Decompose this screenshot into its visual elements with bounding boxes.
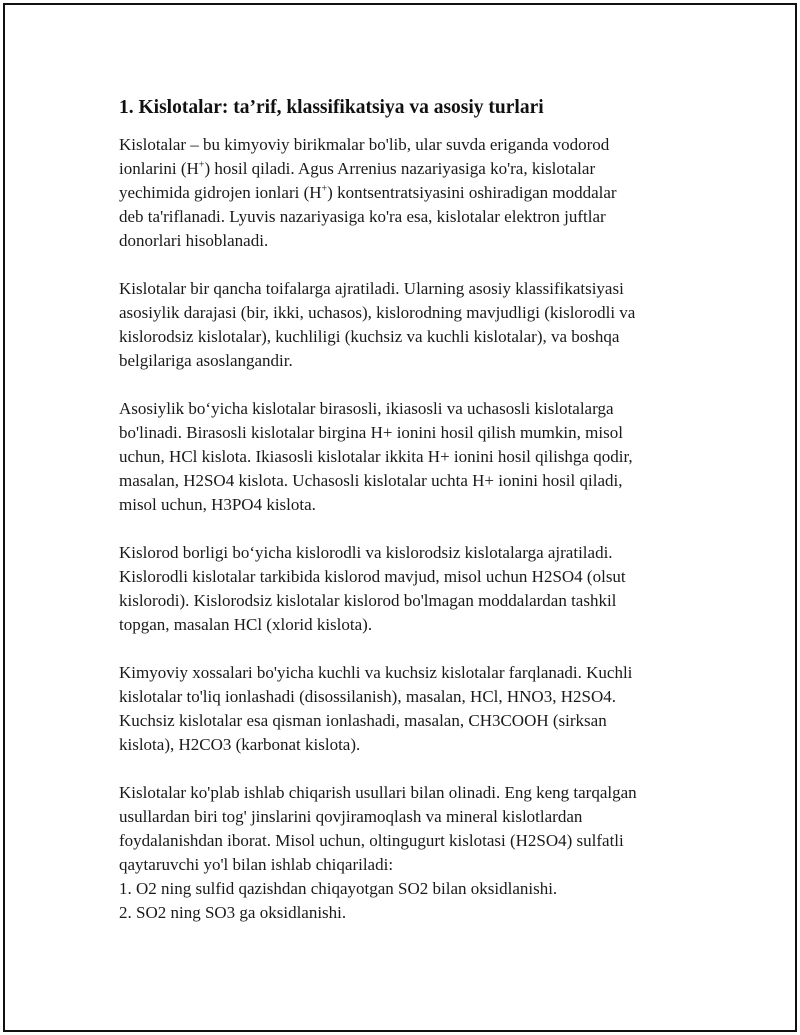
text-line: topgan, masalan HCl (xlorid kislota). xyxy=(119,615,373,634)
text-line: kislotalar to'liq ionlashadi (disossilanish), masalan, HCl, HNO3, H2SO4. xyxy=(119,687,616,706)
text-segment: ) hosil qiladi. Agus Arrenius nazariyasiga ko'ra, kislotalar xyxy=(204,159,596,178)
text-line xyxy=(119,157,699,181)
section-title: 1. Kislotalar: ta’rif, klassifikatsiya va asosiy turlari xyxy=(119,97,544,118)
text-line: asosiylik darajasi (bir, ikki, uchasos), kislorodning mavjudligi (kislorodli va xyxy=(119,303,636,322)
list-item: 2. SO2 ning SO3 ga oksidlanishi. xyxy=(119,903,347,922)
text-line: usullardan biri tog' jinslarini qovjiramoqlash va mineral kislotlardan xyxy=(119,807,583,826)
document-content xyxy=(119,95,699,949)
paragraph-strength xyxy=(119,661,699,757)
text-line: Kislorodli kislotalar tarkibida kislorod mavjud, misol uchun H2SO4 (olsut xyxy=(119,567,626,586)
text-line: uchun, HCl kislota. Ikiasosli kislotalar ikkita H+ ionini hosil qilishga qodir, xyxy=(119,447,633,466)
paragraph-definition xyxy=(119,133,699,253)
text-line: Kuchsiz kislotalar esa qisman ionlashadi, masalan, CH3COOH (sirksan xyxy=(119,711,607,730)
text-line: masalan, H2SO4 kislota. Uchasosli kislotalar uchta H+ ionini hosil qiladi, xyxy=(119,471,623,490)
text-line: bo'linadi. Birasosli kislotalar birgina H+ ionini hosil qilish mumkin, misol xyxy=(119,423,623,442)
text-line: Kislotalar bir qancha toifalarga ajratiladi. Ularning asosiy klassifikatsiyasi xyxy=(119,279,624,298)
list-item: 1. O2 ning sulfid qazishdan chiqayotgan SO2 bilan oksidlanishi. xyxy=(119,879,558,898)
text-line: qaytaruvchi yo'l bilan ishlab chiqariladi: xyxy=(119,855,394,874)
document-page xyxy=(3,3,797,1032)
text-segment: ) kontsentratsiyasini oshiradigan moddalar xyxy=(327,183,617,202)
text-segment: yechimida gidrojen ionlari (H xyxy=(119,183,322,202)
text-line: Asosiylik bo‘yicha kislotalar birasosli, ikiasosli va uchasosli kislotalarga xyxy=(119,399,614,418)
paragraph-production xyxy=(119,781,699,925)
paragraph-classification xyxy=(119,277,699,373)
text-line: Kislotalar ko'plab ishlab chiqarish usullari bilan olinadi. Eng keng tarqalgan xyxy=(119,783,637,802)
text-line: kislota), H2CO3 (karbonat kislota). xyxy=(119,735,361,754)
text-segment: ionlarini (H xyxy=(119,159,199,178)
text-line: foydalanishdan iborat. Misol uchun, oltingugurt kislotasi (H2SO4) sulfatli xyxy=(119,831,624,850)
text-line xyxy=(119,181,699,205)
text-line: kislorodi). Kislorodsiz kislotalar kislorod bo'lmagan moddalardan tashkil xyxy=(119,591,617,610)
superscript: + xyxy=(321,183,328,195)
text-line: donorlari hisoblanadi. xyxy=(119,231,269,250)
text-line: Kislorod borligi bo‘yicha kislorodli va kislorodsiz kislotalarga ajratiladi. xyxy=(119,543,613,562)
superscript: + xyxy=(198,159,205,171)
text-line: deb ta'riflanadi. Lyuvis nazariyasiga ko'ra esa, kislotalar elektron juftlar xyxy=(119,207,606,226)
paragraph-basicity xyxy=(119,397,699,517)
paragraph-oxygen xyxy=(119,541,699,637)
text-line: Kimyoviy xossalari bo'yicha kuchli va kuchsiz kislotalar farqlanadi. Kuchli xyxy=(119,663,633,682)
text-line: kislorodsiz kislotalar), kuchliligi (kuchsiz va kuchli kislotalar), va boshqa xyxy=(119,327,620,346)
text-line: misol uchun, H3PO4 kislota. xyxy=(119,495,316,514)
text-line: belgilariga asoslangandir. xyxy=(119,351,293,370)
text-line: Kislotalar – bu kimyoviy birikmalar bo'lib, ular suvda eriganda vodorod xyxy=(119,135,610,154)
